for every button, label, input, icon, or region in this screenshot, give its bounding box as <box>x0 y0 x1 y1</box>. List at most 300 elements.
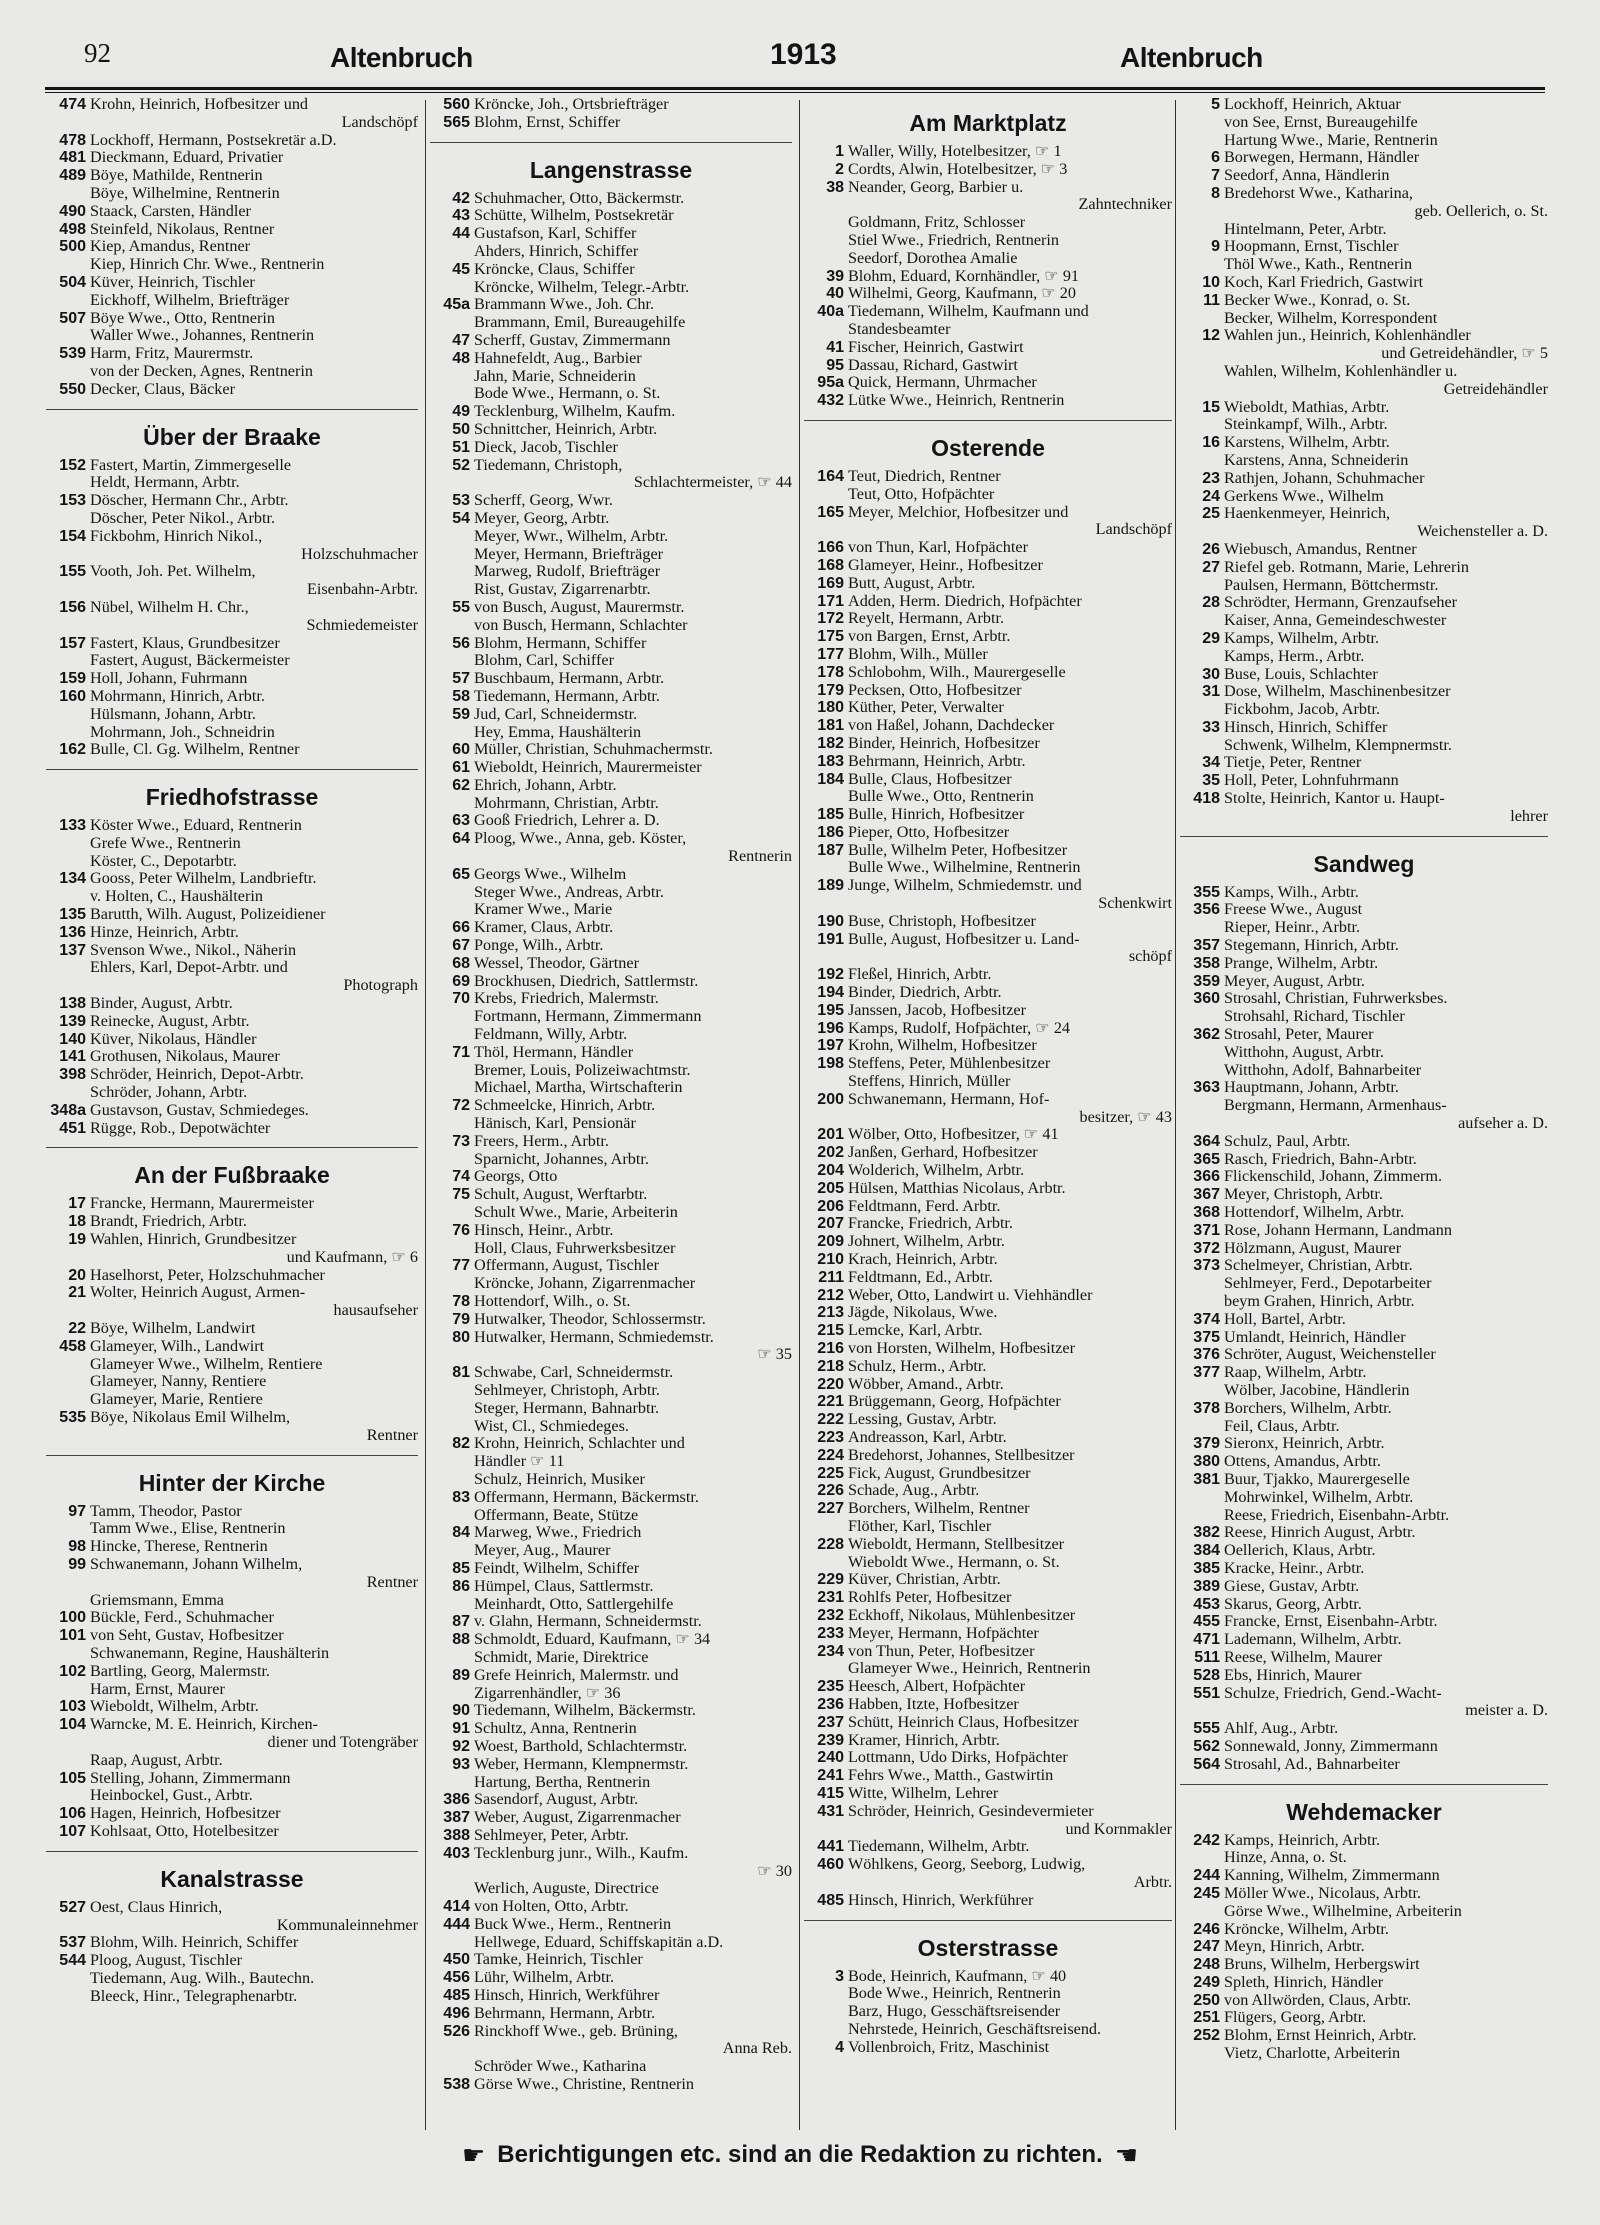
resident-text: Sieronx, Heinrich, Arbtr. <box>1224 1434 1385 1453</box>
house-number: 236 <box>817 1695 844 1713</box>
resident-text: Ebs, Hinrich, Maurer <box>1224 1665 1362 1684</box>
resident-text: Schröter, August, Weichensteller <box>1224 1345 1436 1364</box>
resident-text: Krebs, Friedrich, Malermstr. <box>474 989 659 1008</box>
directory-entry <box>804 1821 1172 1839</box>
resident-text: Ottens, Amandus, Arbtr. <box>1224 1452 1381 1471</box>
resident-text: von der Decken, Agnes, Rentnerin <box>90 361 313 380</box>
street-heading: Friedhofstrasse <box>145 784 319 811</box>
directory-entry <box>46 221 418 239</box>
resident-text: Schröder, Heinrich, Gesindevermieter <box>848 1801 1094 1820</box>
house-number: 379 <box>1193 1435 1220 1453</box>
house-number: 44 <box>452 225 470 243</box>
resident-text: Schlachtermeister, ☞ 44 <box>633 473 792 492</box>
directory-entry <box>804 1465 1172 1483</box>
house-number: 564 <box>1193 1755 1220 1773</box>
resident-text: Offermann, Beate, Stütze <box>474 1505 639 1524</box>
directory-entry <box>804 1660 1172 1678</box>
house-number: 41 <box>826 338 844 356</box>
resident-text: Witte, Wilhelm, Lehrer <box>848 1783 999 1802</box>
directory-entry <box>46 1734 418 1752</box>
resident-text: Marweg, Rudolf, Briefträger <box>474 562 661 581</box>
resident-text: Krohn, Wilhelm, Hofbesitzer <box>848 1036 1037 1055</box>
directory-entry <box>1180 1382 1548 1400</box>
house-number: 363 <box>1193 1079 1220 1097</box>
house-number: 57 <box>452 670 470 688</box>
resident-text: Fischer, Heinrich, Gastwirt <box>848 337 1024 356</box>
resident-text: Pecksen, Otto, Hofbesitzer <box>848 680 1022 699</box>
directory-entry <box>46 167 418 185</box>
directory-entry <box>1180 1956 1548 1974</box>
resident-text: Holl, Claus, Fuhrwerksbesitzer <box>474 1238 676 1257</box>
resident-text: Böye, Nikolaus Emil Wilhelm, <box>90 1408 291 1426</box>
header-left-title: Altenbruch <box>330 42 473 73</box>
house-number: 389 <box>1193 1577 1220 1595</box>
house-number: 90 <box>452 1702 470 1720</box>
house-number: 368 <box>1193 1204 1220 1222</box>
house-number: 88 <box>452 1631 470 1649</box>
resident-text: Hülsmann, Johann, Arbtr. <box>90 704 256 723</box>
directory-entry <box>1180 363 1548 381</box>
directory-entry <box>430 1613 792 1631</box>
house-number: 48 <box>452 349 470 367</box>
resident-text: und Kornmakler <box>1065 1819 1172 1838</box>
directory-entry <box>46 1752 418 1770</box>
directory-entry <box>804 303 1172 321</box>
directory-entry <box>46 853 418 871</box>
resident-text: Köster Wwe., Eduard, Rentnerin <box>90 816 302 835</box>
house-number: 471 <box>1193 1631 1220 1649</box>
resident-text: Borwegen, Hermann, Händler <box>1224 148 1420 167</box>
resident-text: Hölzmann, August, Maurer <box>1224 1238 1402 1257</box>
directory-entry <box>46 1048 418 1066</box>
directory-entry <box>430 1204 792 1222</box>
house-number: 95 <box>826 356 844 374</box>
directory-entry <box>1180 96 1548 114</box>
resident-text: Blohm, Wilh. Heinrich, Schiffer <box>90 1933 299 1952</box>
directory-entry <box>430 1863 792 1881</box>
directory-entry <box>46 888 418 906</box>
resident-text: Blohm, Ernst, Schiffer <box>474 112 621 131</box>
directory-entry <box>430 474 792 492</box>
directory-entry <box>46 959 418 977</box>
directory-entry <box>804 232 1172 250</box>
house-number: 175 <box>817 628 844 646</box>
house-number: 378 <box>1193 1399 1220 1417</box>
house-number: 431 <box>817 1802 844 1820</box>
directory-entry <box>430 528 792 546</box>
resident-text: Georgs, Otto <box>474 1167 558 1186</box>
house-number: 67 <box>452 937 470 955</box>
house-number: 455 <box>1193 1613 1220 1631</box>
directory-entry <box>46 327 418 345</box>
directory-entry <box>46 1698 418 1716</box>
directory-entry <box>1180 1275 1548 1293</box>
directory-entry <box>46 274 418 292</box>
resident-text: Hoopmann, Ernst, Tischler <box>1224 237 1399 256</box>
house-number: 92 <box>452 1737 470 1755</box>
house-number: 24 <box>1202 487 1220 505</box>
directory-entry <box>430 261 792 279</box>
house-number: 60 <box>452 741 470 759</box>
resident-text: Bredehorst, Johannes, Stellbesitzer <box>848 1445 1075 1464</box>
resident-text: Strosahl, Christian, Fuhrwerksbes. <box>1224 989 1448 1008</box>
resident-text: Tiedemann, Christoph, <box>474 455 623 474</box>
resident-text: Bulle, August, Hofbesitzer u. Land- <box>848 929 1080 948</box>
resident-text: von See, Ernst, Bureaugehilfe <box>1224 112 1418 131</box>
house-number: 164 <box>817 467 844 485</box>
directory-entry <box>804 646 1172 664</box>
resident-text: Borchers, Wilhelm, Rentner <box>848 1499 1030 1518</box>
section-divider <box>1180 1784 1548 1785</box>
resident-text: Hincke, Therese, Rentnerin <box>90 1537 268 1556</box>
directory-entry <box>804 2021 1172 2039</box>
directory-entry <box>1180 221 1548 239</box>
house-number: 73 <box>452 1132 470 1150</box>
resident-text: Warncke, M. E. Heinrich, Kirchen- <box>90 1715 318 1734</box>
house-number: 241 <box>817 1767 844 1785</box>
directory-entry <box>430 1097 792 1115</box>
resident-text: Tiedemann, Wilhelm, Bäckermstr. <box>474 1701 696 1720</box>
directory-entry <box>804 806 1172 824</box>
directory-entry <box>1180 1079 1548 1097</box>
house-number: 53 <box>452 492 470 510</box>
house-number: 155 <box>59 563 86 581</box>
resident-text: Marweg, Wwe., Friedrich <box>474 1523 642 1542</box>
house-number: 216 <box>817 1340 844 1357</box>
house-number: 565 <box>443 113 470 131</box>
directory-entry <box>430 314 792 332</box>
resident-text: Hinsch, Hinrich, Schiffer <box>1224 717 1388 736</box>
resident-text: Schmeelcke, Hinrich, Arbtr. <box>474 1096 656 1115</box>
house-number: 560 <box>443 96 470 113</box>
house-number: 250 <box>1193 1991 1220 2009</box>
directory-entry <box>1180 381 1548 399</box>
directory-entry <box>46 185 418 203</box>
house-number: 49 <box>452 403 470 421</box>
house-number: 247 <box>1193 1938 1220 1956</box>
house-number: 373 <box>1193 1257 1220 1275</box>
directory-entry <box>46 924 418 942</box>
resident-text: Michael, Martha, Wirtschafterin <box>474 1078 683 1097</box>
resident-text: Becker Wwe., Konrad, o. St. <box>1224 290 1411 309</box>
directory-entry <box>804 1554 1172 1572</box>
resident-text: Hagen, Heinrich, Hofbesitzer <box>90 1804 281 1823</box>
directory-entry <box>430 279 792 297</box>
directory-entry <box>1180 1329 1548 1347</box>
directory-entry <box>430 830 792 848</box>
resident-text: Tietje, Peter, Rentner <box>1224 753 1362 772</box>
resident-text: Stolte, Heinrich, Kantor u. Haupt- <box>1224 789 1445 808</box>
resident-text: Kröncke, Wilhelm, Telegr.-Arbtr. <box>474 277 690 296</box>
resident-text: Hümpel, Claus, Sattlermstr. <box>474 1576 654 1595</box>
house-number: 4 <box>835 2038 844 2056</box>
house-number: 177 <box>817 645 844 663</box>
header-rule <box>45 87 1545 93</box>
resident-text: Kamps, Wilhelm, Arbtr. <box>1224 628 1380 647</box>
resident-text: hausaufseher <box>333 1301 418 1320</box>
directory-entry <box>1180 185 1548 203</box>
directory-entry <box>804 1002 1172 1020</box>
column-divider <box>799 100 800 2130</box>
house-number: 138 <box>59 995 86 1013</box>
resident-text: Schlobohm, Wilh., Maurergeselle <box>848 662 1066 681</box>
directory-entry <box>430 1346 792 1364</box>
directory-entry <box>1180 666 1548 684</box>
resident-text: Adden, Herm. Diedrich, Hofpächter <box>848 591 1082 610</box>
resident-text: Hottendorf, Wilhelm, Arbtr. <box>1224 1203 1405 1222</box>
resident-text: Bergmann, Hermann, Armenhaus- <box>1224 1096 1447 1115</box>
house-number: 8 <box>1211 184 1220 202</box>
resident-text: Rentnerin <box>728 847 792 866</box>
house-number: 52 <box>452 456 470 474</box>
directory-entry <box>430 741 792 759</box>
resident-text: Meinhardt, Otto, Sattlergehilfe <box>474 1594 674 1613</box>
directory-entry <box>430 1026 792 1044</box>
resident-text: Fastert, Martin, Zimmergeselle <box>90 455 292 474</box>
resident-text: Böye Wwe., Otto, Rentnerin <box>90 308 275 327</box>
house-number: 215 <box>817 1322 844 1340</box>
street-heading: Kanalstrasse <box>160 1865 304 1892</box>
directory-entry <box>1180 1293 1548 1311</box>
resident-text: Feldtmann, Ferd. Arbtr. <box>848 1196 1001 1215</box>
resident-text: Kamps, Herm., Arbtr. <box>1224 646 1365 665</box>
directory-entry <box>430 1578 792 1596</box>
house-number: 75 <box>452 1186 470 1204</box>
directory-entry <box>430 1151 792 1169</box>
resident-text: Fick, August, Grundbesitzer <box>848 1463 1031 1482</box>
resident-text: Hinsch, Hinrich, Werkführer <box>848 1890 1034 1909</box>
resident-text: Schütte, Wilhelm, Postsekretär <box>474 206 674 225</box>
resident-text: von Thun, Karl, Hofpächter <box>848 538 1028 557</box>
directory-entry <box>430 1987 792 2005</box>
directory-entry <box>46 1592 418 1610</box>
resident-text: Rohlfs Peter, Hofbesitzer <box>848 1588 1012 1607</box>
directory-entry <box>430 688 792 706</box>
resident-text: Blohm, Hermann, Schiffer <box>474 633 647 652</box>
resident-text: Gooss, Peter Wilhelm, Landbrieftr. <box>90 869 317 888</box>
directory-entry <box>804 1091 1172 1109</box>
directory-entry <box>46 1805 418 1823</box>
footer-text: Berichtigungen etc. sind an die Redaktion zu richten. <box>497 2140 1103 2168</box>
directory-entry <box>804 1678 1172 1696</box>
resident-text: Blohm, Carl, Schiffer <box>474 651 614 670</box>
house-number: 81 <box>452 1364 470 1382</box>
directory-entry <box>1180 1418 1548 1436</box>
resident-text: Händler ☞ 11 <box>474 1452 565 1471</box>
directory-entry <box>804 143 1172 161</box>
directory-entry <box>804 1500 1172 1518</box>
resident-text: v. Holten, C., Haushälterin <box>90 887 263 906</box>
resident-text: Flöther, Karl, Tischler <box>848 1516 992 1535</box>
directory-entry <box>46 1899 418 1917</box>
resident-text: Getreidehändler <box>1443 379 1548 398</box>
resident-text: von Holten, Otto, Arbtr. <box>474 1897 629 1916</box>
house-number: 103 <box>59 1698 86 1716</box>
house-number: 382 <box>1193 1524 1220 1542</box>
resident-text: Küver, Heinrich, Tischler <box>90 272 255 291</box>
directory-entry <box>1180 1849 1548 1867</box>
house-number: 160 <box>59 687 86 705</box>
directory-entry <box>804 486 1172 504</box>
directory-entry <box>804 357 1172 375</box>
resident-text: Neander, Georg, Barbier u. <box>848 177 1024 196</box>
house-number: 204 <box>817 1162 844 1180</box>
directory-entry <box>1180 256 1548 274</box>
resident-text: Heldt, Hermann, Arbtr. <box>90 473 240 492</box>
resident-text: Zahntechniker <box>1078 195 1172 214</box>
directory-entry <box>430 225 792 243</box>
column-1 <box>46 96 418 2131</box>
directory-entry <box>804 1714 1172 1732</box>
resident-text: Buschbaum, Hermann, Arbtr. <box>474 669 665 688</box>
directory-entry <box>430 1133 792 1151</box>
directory-entry <box>1180 955 1548 973</box>
resident-text: Schmidt, Marie, Direktrice <box>474 1647 649 1666</box>
resident-text: Staack, Carsten, Händler <box>90 201 251 220</box>
resident-text: Habben, Itzte, Hofbesitzer <box>848 1694 1019 1713</box>
house-number: 182 <box>817 734 844 752</box>
directory-entry <box>430 1186 792 1204</box>
directory-entry <box>46 688 418 706</box>
directory-entry <box>804 1767 1172 1785</box>
directory-entry <box>430 1168 792 1186</box>
house-number: 17 <box>68 1195 86 1213</box>
resident-text: Stiel Wwe., Friedrich, Rentnerin <box>848 230 1059 249</box>
resident-text: Buur, Tjakko, Maurergeselle <box>1224 1469 1410 1488</box>
resident-text: Tiedemann, Aug. Wilh., Bautechn. <box>90 1968 315 1987</box>
directory-entry <box>46 1213 418 1231</box>
directory-entry <box>46 1952 418 1970</box>
house-number: 162 <box>59 741 86 759</box>
house-number: 374 <box>1193 1310 1220 1328</box>
directory-entry <box>430 2023 792 2041</box>
resident-text: Lockhoff, Hermann, Postsekretär a.D. <box>90 130 337 149</box>
house-number: 372 <box>1193 1239 1220 1257</box>
resident-text: Koch, Karl Friedrich, Gastwirt <box>1224 272 1424 291</box>
directory-entry <box>1180 238 1548 256</box>
header-right-title: Altenbruch <box>1120 42 1263 73</box>
directory-entry <box>804 1251 1172 1269</box>
resident-text: Rasch, Friedrich, Bahn-Arbtr. <box>1224 1149 1417 1168</box>
resident-text: Schult Wwe., Marie, Arbeiterin <box>474 1203 678 1222</box>
house-number: 23 <box>1202 469 1220 487</box>
directory-entry <box>46 1031 418 1049</box>
directory-entry <box>804 771 1172 789</box>
directory-entry <box>46 724 418 742</box>
resident-text: Lademann, Wilhelm, Arbtr. <box>1224 1630 1402 1649</box>
house-number: 252 <box>1193 2027 1220 2045</box>
resident-text: Bode Wwe., Heinrich, Rentnerin <box>848 1984 1061 2003</box>
directory-entry <box>46 345 418 363</box>
resident-text: Oest, Claus Hinrich, <box>90 1897 223 1916</box>
directory-entry <box>804 1429 1172 1447</box>
house-number: 84 <box>452 1524 470 1542</box>
house-number: 244 <box>1193 1867 1220 1885</box>
resident-text: Teut, Diedrich, Rentner <box>848 466 1001 485</box>
resident-text: Meyer, Wwr., Wilhelm, Arbtr. <box>474 526 669 545</box>
directory-entry <box>1180 919 1548 937</box>
directory-entry <box>1180 1992 1548 2010</box>
house-number: 551 <box>1193 1684 1220 1702</box>
house-number: 220 <box>817 1375 844 1393</box>
directory-entry <box>46 238 418 256</box>
resident-text: Schuhmacher, Otto, Bäckermstr. <box>474 188 685 207</box>
directory-entry <box>430 1898 792 1916</box>
house-number: 222 <box>817 1411 844 1429</box>
house-number: 207 <box>817 1215 844 1233</box>
house-number: 198 <box>817 1055 844 1073</box>
house-number: 181 <box>817 717 844 735</box>
directory-entry <box>46 1988 418 2006</box>
directory-entry <box>1180 399 1548 417</box>
directory-entry <box>46 1538 418 1556</box>
directory-entry <box>46 1373 418 1391</box>
directory-entry <box>804 913 1172 931</box>
directory-entry <box>1180 630 1548 648</box>
resident-text: Nübel, Wilhelm H. Chr., <box>90 597 249 616</box>
house-number: 71 <box>452 1043 470 1061</box>
resident-text: Standesbeamter <box>848 319 951 338</box>
directory-entry <box>430 1934 792 1952</box>
directory-entry <box>804 1968 1172 1986</box>
street-heading: Osterstrasse <box>917 1934 1059 1961</box>
house-number: 72 <box>452 1097 470 1115</box>
directory-entry <box>1180 292 1548 310</box>
directory-entry <box>46 381 418 399</box>
house-number: 441 <box>817 1838 844 1856</box>
directory-entry <box>430 96 792 114</box>
resident-text: Blohm, Wilh., Müller <box>848 644 988 663</box>
house-number: 180 <box>817 699 844 717</box>
house-number: 6 <box>1211 149 1220 167</box>
resident-text: Kohlsaat, Otto, Hotelbesitzer <box>90 1821 279 1840</box>
house-number: 61 <box>452 759 470 777</box>
directory-entry <box>46 1663 418 1681</box>
directory-entry <box>1180 1346 1548 1364</box>
directory-entry <box>1180 1649 1548 1667</box>
directory-entry <box>46 617 418 635</box>
house-number: 364 <box>1193 1132 1220 1150</box>
house-number: 82 <box>452 1435 470 1453</box>
house-number: 69 <box>452 972 470 990</box>
directory-entry <box>1180 1685 1548 1703</box>
directory-entry <box>804 1696 1172 1714</box>
directory-entry <box>1180 973 1548 991</box>
house-number: 55 <box>452 598 470 616</box>
column-4 <box>1180 96 1548 2131</box>
resident-text: ☞ 35 <box>757 1345 792 1364</box>
resident-text: Rinckhoff Wwe., geb. Brüning, <box>474 2021 678 2040</box>
directory-entry <box>804 1482 1172 1500</box>
resident-text: Schrödter, Hermann, Grenzaufseher <box>1224 593 1458 612</box>
resident-text: Hutwalker, Hermann, Schmiedemstr. <box>474 1327 714 1346</box>
directory-entry <box>430 2058 792 2076</box>
directory-entry <box>1180 114 1548 132</box>
directory-entry <box>804 948 1172 966</box>
directory-entry <box>804 1376 1172 1394</box>
directory-entry <box>804 1126 1172 1144</box>
resident-text: Eisenbahn-Arbtr. <box>306 580 418 599</box>
house-number: 97 <box>68 1502 86 1520</box>
resident-text: Barz, Hugo, Gesschäftsreisender <box>848 2002 1061 2021</box>
resident-text: Hinsch, Hinrich, Werkführer <box>474 1986 660 2005</box>
house-number: 200 <box>817 1090 844 1108</box>
resident-text: Ploog, Wwe., Anna, geb. Köster, <box>474 829 687 848</box>
directory-entry <box>1180 1186 1548 1204</box>
house-number: 418 <box>1193 790 1220 808</box>
resident-text: Wieboldt, Heinrich, Maurermeister <box>474 758 702 777</box>
directory-entry <box>46 1120 418 1138</box>
